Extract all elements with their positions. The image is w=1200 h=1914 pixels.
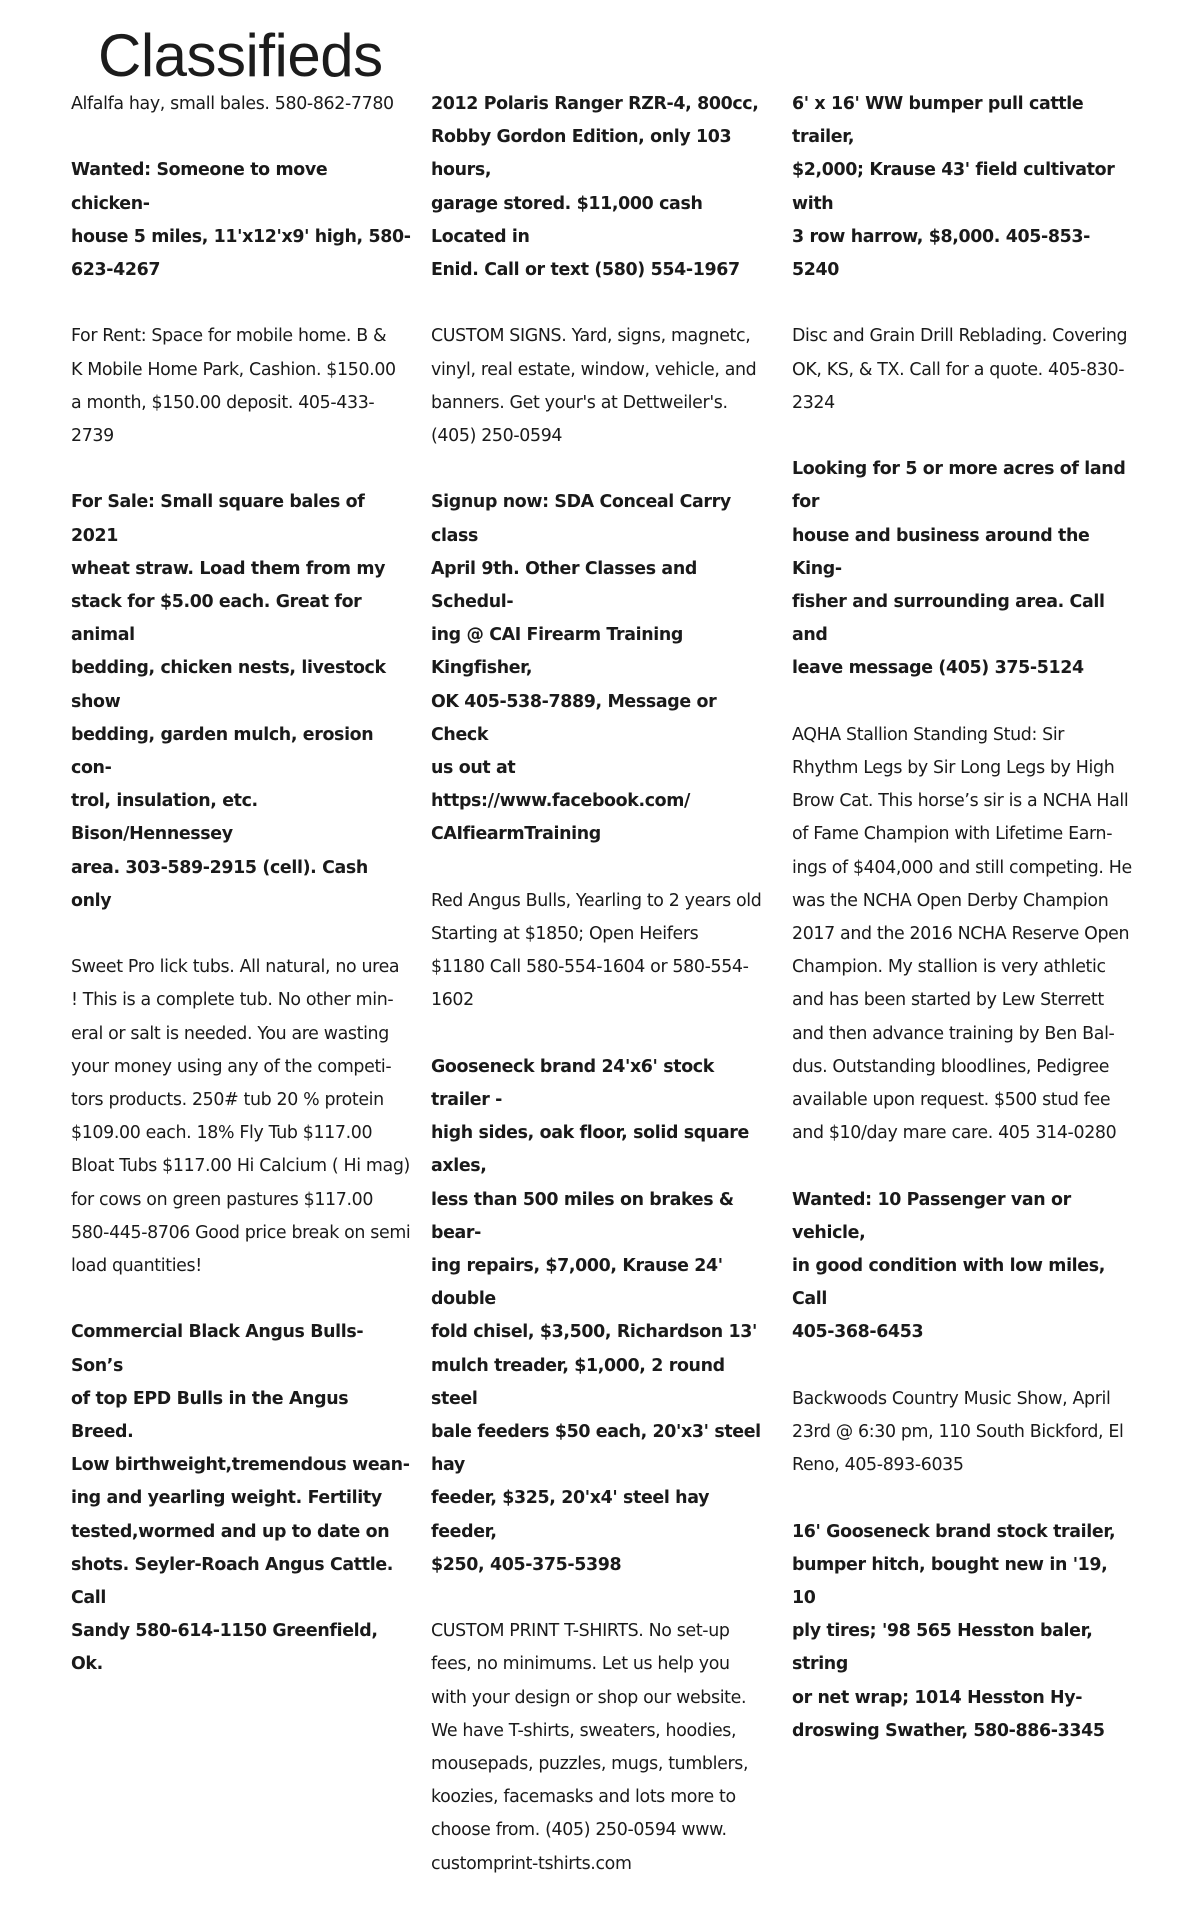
classifieds-column-2 — [431, 88, 773, 1914]
classified-ad: Wanted: Someone to move chicken- house 5 miles, 11'x12'x9' high, 580- 623-4267 — [71, 160, 411, 280]
classified-ad: Red Angus Bulls, Yearling to 2 years old Starting at $1850; Open Heifers $1180 Call 580-554-1604 or 580-554- 1602 — [431, 890, 762, 1011]
classified-ad: 16' Gooseneck brand stock trailer, bumper hitch, bought new in '19, 10 ply tires; '98 565 Hesston baler, string or net wrap; 1014 Hesston Hy- droswing Swather, 580-886-3345 — [792, 1521, 1116, 1741]
classified-ad: CUSTOM SIGNS. Yard, signs, magnetc, vinyl, real estate, window, vehicle, and banners. Get your's at Dettweiler's. (405) 250-0594 — [431, 326, 757, 447]
classified-ad: AQHA Stallion Standing Stud: Sir Rhythm Legs by Sir Long Legs by High Brow Cat. This horse’s sir is a NCHA Hall of Fame Champion with Lifetime Earn- ings of $404,000 and still competing. He was the NCHA Open Derby Champion 2017 and the 2016 NCHA Reserve Open Champion. My stallion is very athletic and has been started by Lew Sterrett and then advance training by Ben Bal- dus. Outstanding bloodlines, Pedigree available upon request. $500 stud fee and $10/day mare care. 405 314-0280 — [792, 724, 1132, 1144]
classified-ad: Sweet Pro lick tubs. All natural, no urea ! This is a complete tub. No other min- eral or salt is needed. You are wasting your money using any of the competi- tors products. 250# tub 20 % protein $109.00 each. 18% Fly Tub $117.00 Bloat Tubs $117.00 Hi Calcium ( Hi mag) for cows on green pastures $117.00 580-445-8706 Good price break on semi load quantities! — [71, 957, 411, 1277]
classified-ad: Commercial Black Angus Bulls-Son’s of top EPD Bulls in the Angus Breed. Low birthweight,tremendous wean- ing and yearling weight. Fertility tested,wormed and up to date on shots. Seyler-Roach Angus Cattle. Call Sandy 580-614-1150 Greenfield, Ok. — [71, 1322, 410, 1675]
classified-ad: Looking for 5 or more acres of land for house and business around the King- fisher and surrounding area. Call and leave message (405) 375-5124 — [792, 459, 1126, 679]
classified-ad: For Sale: Small square bales of 2021 wheat straw. Load them from my stack for $5.00 each. Great for animal bedding, chicken nests, livestock show bedding, garden mulch, erosion con- trol, insulation, etc. Bison/Hennessey area. 303-589-2915 (cell). Cash only — [71, 492, 386, 911]
classified-ad: Signup now: SDA Conceal Carry class April 9th. Other Classes and Schedul- ing @ CAI Firearm Training Kingfisher, OK 405-538-7889, Message or Check us out at https://www.facebook.com/ CAIfiearmTraining — [431, 492, 731, 845]
classified-ad: For Rent: Space for mobile home. B & K Mobile Home Park, Cashion. $150.00 a month, $150.00 deposit. 405-433- 2739 — [71, 326, 396, 446]
classified-ad: 2012 Polaris Ranger RZR-4, 800cc, Robby Gordon Edition, only 103 hours, garage stored. $11,000 cash Located in Enid. Call or text (580) 554-1967 — [431, 94, 759, 281]
classifieds-column-1 — [71, 88, 411, 1715]
classified-ad: Gooseneck brand 24'x6' stock trailer - high sides, oak floor, solid square axles, less than 500 miles on brakes & bear- ing repairs, $7,000, Krause 24' double fold chisel, $3,500, Richardson 13' mulch treader, $1,000, 2 round steel bale feeders $50 each, 20'x3' steel hay feeder, $325, 20'x4' steel hay feeder, $250, 405-375-5398 — [431, 1056, 761, 1575]
classified-ad: 6' x 16' WW bumper pull cattle trailer, $2,000; Krause 43' field cultivator with 3 row harrow, $8,000. 405-853-5240 — [792, 94, 1115, 281]
classified-ad: Wanted: 10 Passenger van or vehicle, in good condition with low miles, Call 405-368-6453 — [792, 1189, 1105, 1343]
classified-ad: Alfalfa hay, small bales. 580-862-7780 — [71, 94, 394, 114]
classified-ad: Backwoods Country Music Show, April 23rd @ 6:30 pm, 110 South Bickford, El Reno, 405-893-6035 — [792, 1388, 1124, 1476]
classified-ad: CUSTOM PRINT T-SHIRTS. No set-up fees, no minimums. Let us help you with your design or shop our website. We have T-shirts, sweaters, hoodies, mousepads, puzzles, mugs, tumblers, koozies, facemasks and lots more to choose from. (405) 250-0594 www. customprint-tshirts.com — [431, 1621, 749, 1874]
classifieds-column-3 — [792, 88, 1132, 1781]
page-title: Classifieds — [98, 22, 383, 89]
classified-ad: Disc and Grain Drill Reblading. Covering OK, KS, & TX. Call for a quote. 405-830- 2324 — [792, 326, 1128, 413]
